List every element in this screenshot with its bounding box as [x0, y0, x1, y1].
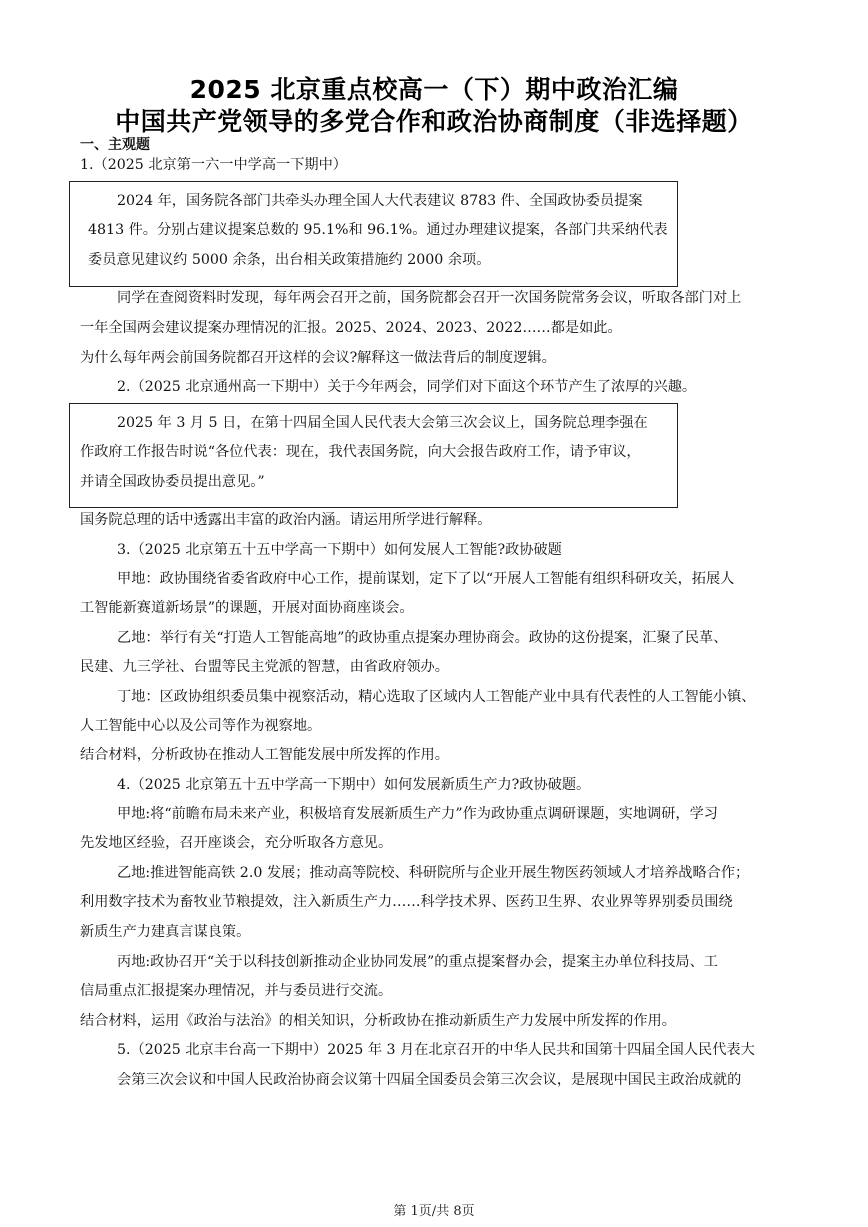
q4-line: 信局重点汇报提案办理情况，并与委员进行交流。: [80, 983, 393, 999]
page-number-footer: 第 1页/共 8页: [393, 1204, 475, 1219]
q3-line: 乙地：举行有关“打造人工智能高地”的政协重点提案办理协商会。政协的这份提案，汇聚了民革、: [117, 630, 728, 646]
q4-question: 结合材料，运用《政治与法治》的相关知识，分析政协在推动新质生产力发展中所发挥的作用。: [80, 1013, 676, 1029]
q2-box-line: 并请全国政协委员提出意见。”: [80, 474, 265, 490]
q2-box-line: 2025 年 3 月 5 日，在第十四届全国人民代表大会第三次会议上，国务院总理李强在: [117, 415, 648, 431]
q1-para-line: 同学在查阅资料时发现，每年两会召开之前，国务院都会召开一次国务院常务会议，听取各部门对上: [117, 290, 742, 306]
q2-question: 国务院总理的话中透露出丰富的政治内涵。请运用所学进行解释。: [80, 512, 492, 528]
q3-line: 民建、九三学社、台盟等民主党派的智慧，由省政府领办。: [80, 659, 449, 675]
q3-question: 结合材料，分析政协在推动人工智能发展中所发挥的作用。: [80, 747, 449, 763]
q4-line: 利用数字技术为畜牧业节粮提效，注入新质生产力……科学技术界、医药卫生界、农业界等界别委员围绕: [80, 894, 733, 910]
q5-line: 会第三次会议和中国人民政治协商会议第十四届全国委员会第三次会议，是展现中国民主政治成就的: [117, 1072, 742, 1088]
q1-para-line: 一年全国两会建议提案办理情况的汇报。2025、2024、2023、2022……都是如此。: [80, 320, 622, 336]
q4-line: 先发地区经验，召开座谈会，充分听取各方意见。: [80, 835, 393, 851]
q4-line: 新质生产力建真言谋良策。: [80, 924, 251, 940]
q5-line: 5.（2025 北京丰台高一下期中）2025 年 3 月在北京召开的中华人民共和国第十四届全国人民代表大: [117, 1042, 755, 1058]
q1-question: 为什么每年两会前国务院都召开这样的会议?解释这一做法背后的制度逻辑。: [80, 350, 556, 366]
q3-line: 甲地：政协围绕省委省政府中心工作，提前谋划，定下了以“开展人工智能有组织科研攻关，拓展人: [117, 571, 735, 587]
q1-box-line: 2024 年，国务院各部门共牵头办理全国人大代表建议 8783 件、全国政协委员提案: [117, 193, 643, 209]
q1-box-line: 委员意见建议约 5000 余条，出台相关政策措施约 2000 余项。: [88, 252, 491, 268]
q1-box-line: 4813 件。分别占建议提案总数的 95.1%和 96.1%。通过办理建议提案，各部门共采纳代表: [88, 222, 668, 238]
doc-title-line1: 2025 北京重点校高一（下）期中政治汇编: [189, 75, 679, 104]
q1-source: 1.（2025 北京第一六一中学高一下期中）: [80, 157, 347, 173]
q3-line: 丁地：区政协组织委员集中视察活动，精心选取了区域内人工智能产业中具有代表性的人工智能小镇、: [117, 689, 756, 705]
section-heading: 一、主观题: [80, 137, 150, 153]
q4-line: 乙地:推进智能高铁 2.0 发展；推动高等院校、科研院所与企业开展生物医药领域人才培养战略合作；: [117, 865, 750, 881]
q4-line: 甲地:将“前瞻布局未来产业，积极培育发展新质生产力”作为政协重点调研课题，实地调研，学习: [117, 806, 718, 822]
q3-source: 3.（2025 北京第五十五中学高一下期中）如何发展人工智能?政协破题: [117, 542, 562, 558]
q2-box-line: 作政府工作报告时说“各位代表：现在，我代表国务院，向大会报告政府工作，请予审议，: [80, 444, 641, 460]
q2-source: 2.（2025 北京通州高一下期中）关于今年两会，同学们对下面这个环节产生了浓厚的兴趣。: [117, 379, 697, 395]
doc-title-line2: 中国共产党领导的多党合作和政治协商制度（非选择题）: [115, 107, 753, 136]
q3-line: 工智能新赛道新场景”的课题，开展对面协商座谈会。: [80, 600, 414, 616]
q4-source: 4.（2025 北京第五十五中学高一下期中）如何发展新质生产力?政协破题。: [117, 777, 591, 793]
q4-line: 丙地:政协召开“关于以科技创新推动企业协同发展”的重点提案督办会，提案主办单位科技局、工: [117, 954, 718, 970]
q3-line: 人工智能中心以及公司等作为视察地。: [80, 718, 322, 734]
